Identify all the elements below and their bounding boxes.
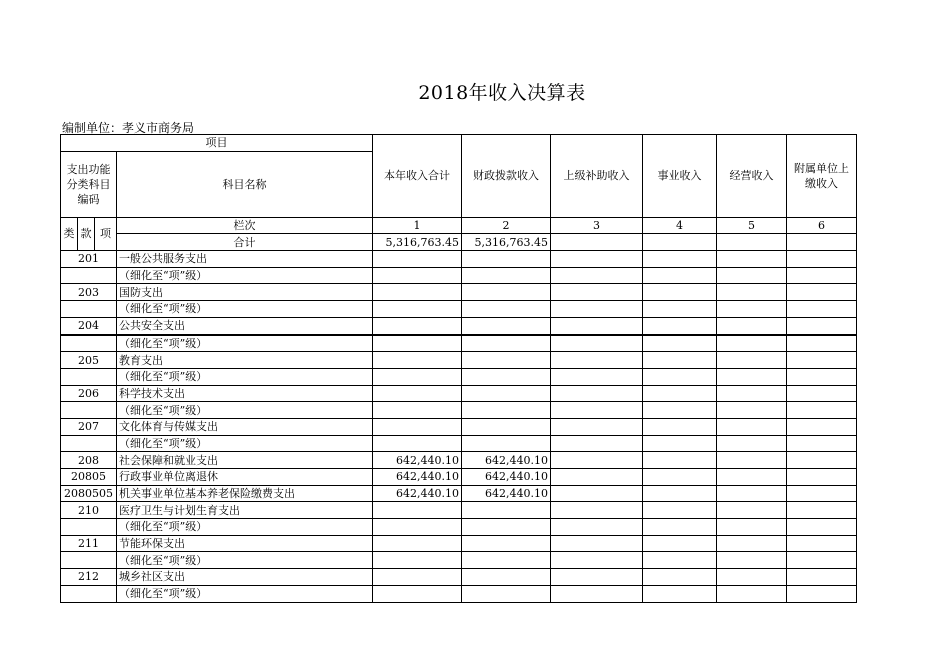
row-superior <box>551 385 643 402</box>
row-affiliate <box>787 352 857 369</box>
row-subject-name: （细化至“项”级） <box>117 585 373 602</box>
header-kuan: 款 <box>78 217 95 250</box>
row-subject-name: 节能环保支出 <box>117 535 373 552</box>
compiling-unit: 编制单位：孝义市商务局 <box>62 121 195 135</box>
header-lei: 类 <box>61 217 78 250</box>
row-business <box>643 535 717 552</box>
row-code: 206 <box>61 385 117 402</box>
row-affiliate <box>787 418 857 435</box>
table-row <box>61 469 857 486</box>
row-business <box>643 569 717 586</box>
table-row <box>61 368 857 385</box>
row-affiliate <box>787 301 857 318</box>
row-fiscal <box>462 301 551 318</box>
row-affiliate <box>787 317 857 334</box>
row-operating <box>717 469 787 486</box>
row-superior <box>551 402 643 419</box>
row-subject-name: 机关事业单位基本养老保险缴费支出 <box>117 485 373 502</box>
row-code <box>61 368 117 385</box>
row-code <box>61 552 117 569</box>
header-col-operating: 经营收入 <box>717 135 787 218</box>
row-affiliate <box>787 585 857 602</box>
row-subject-name: 教育支出 <box>117 352 373 369</box>
row-superior <box>551 418 643 435</box>
header-col-fiscal: 财政拨款收入 <box>462 135 551 218</box>
row-subject-name: （细化至“项”级） <box>117 301 373 318</box>
header-subject-name: 科目名称 <box>117 151 373 217</box>
row-business <box>643 585 717 602</box>
row-total <box>373 552 462 569</box>
row-code: 204 <box>61 317 117 334</box>
table-row <box>61 502 857 519</box>
row-superior <box>551 469 643 486</box>
col-num-6: 6 <box>787 217 857 234</box>
income-table <box>60 134 857 603</box>
table-row <box>61 352 857 369</box>
row-business <box>643 502 717 519</box>
row-code: 212 <box>61 569 117 586</box>
row-operating <box>717 452 787 469</box>
row-total <box>373 352 462 369</box>
row-operating <box>717 569 787 586</box>
row-superior <box>551 335 643 352</box>
row-fiscal <box>462 251 551 268</box>
row-operating <box>717 368 787 385</box>
row-code: 210 <box>61 502 117 519</box>
row-fiscal <box>462 502 551 519</box>
header-col-total: 本年收入合计 <box>373 135 462 218</box>
row-business <box>643 519 717 536</box>
row-operating <box>717 267 787 284</box>
row-fiscal <box>462 335 551 352</box>
row-total: 642,440.10 <box>373 452 462 469</box>
row-operating <box>717 552 787 569</box>
row-affiliate <box>787 385 857 402</box>
row-affiliate <box>787 469 857 486</box>
row-code <box>61 402 117 419</box>
row-code: 211 <box>61 535 117 552</box>
row-total: 642,440.10 <box>373 485 462 502</box>
row-code <box>61 267 117 284</box>
row-subject-name: 城乡社区支出 <box>117 569 373 586</box>
row-total <box>373 251 462 268</box>
row-operating <box>717 535 787 552</box>
row-total <box>373 368 462 385</box>
table-row <box>61 267 857 284</box>
row-operating <box>717 385 787 402</box>
row-affiliate <box>787 368 857 385</box>
row-code: 201 <box>61 251 117 268</box>
row-fiscal: 642,440.10 <box>462 485 551 502</box>
row-affiliate <box>787 335 857 352</box>
row-superior <box>551 535 643 552</box>
row-fiscal <box>462 402 551 419</box>
row-affiliate <box>787 251 857 268</box>
row-business <box>643 552 717 569</box>
row-business <box>643 452 717 469</box>
header-project: 项目 <box>61 135 373 152</box>
row-subject-name: 国防支出 <box>117 284 373 301</box>
table-row <box>61 435 857 452</box>
row-operating <box>717 402 787 419</box>
row-code: 203 <box>61 284 117 301</box>
row-total <box>373 569 462 586</box>
row-business <box>643 352 717 369</box>
row-subject-name: 一般公共服务支出 <box>117 251 373 268</box>
table-row <box>61 569 857 586</box>
table-row <box>61 251 857 268</box>
row-affiliate <box>787 435 857 452</box>
table-row <box>61 385 857 402</box>
row-fiscal <box>462 535 551 552</box>
row-affiliate <box>787 552 857 569</box>
row-fiscal <box>462 585 551 602</box>
row-fiscal <box>462 267 551 284</box>
row-subject-name: 科学技术支出 <box>117 385 373 402</box>
table-row <box>61 535 857 552</box>
row-superior <box>551 352 643 369</box>
row-code: 208 <box>61 452 117 469</box>
row-total <box>373 519 462 536</box>
row-operating <box>717 418 787 435</box>
row-code: 205 <box>61 352 117 369</box>
row-fiscal: 642,440.10 <box>462 452 551 469</box>
row-superior <box>551 585 643 602</box>
row-fiscal <box>462 385 551 402</box>
row-business <box>643 317 717 334</box>
row-fiscal <box>462 569 551 586</box>
row-business <box>643 301 717 318</box>
row-business <box>643 267 717 284</box>
row-total <box>373 435 462 452</box>
row-subject-name: 行政事业单位离退休 <box>117 469 373 486</box>
table-row <box>61 485 857 502</box>
row-fiscal <box>462 284 551 301</box>
row-fiscal <box>462 352 551 369</box>
col-num-4: 4 <box>643 217 717 234</box>
table-row <box>61 552 857 569</box>
row-total <box>373 335 462 352</box>
row-fiscal <box>462 552 551 569</box>
row-superior <box>551 284 643 301</box>
row-operating <box>717 251 787 268</box>
row-total <box>373 267 462 284</box>
total-value: 5,316,763.45 <box>373 234 462 251</box>
report-title: 2018年收入决算表 <box>418 82 586 104</box>
row-business <box>643 284 717 301</box>
row-superior <box>551 552 643 569</box>
header-func-code: 支出功能分类科目编码 <box>61 151 117 217</box>
row-business <box>643 368 717 385</box>
row-operating <box>717 301 787 318</box>
row-affiliate <box>787 502 857 519</box>
row-subject-name: （细化至“项”级） <box>117 267 373 284</box>
row-subject-name: 社会保障和就业支出 <box>117 452 373 469</box>
row-superior <box>551 485 643 502</box>
row-operating <box>717 284 787 301</box>
row-business <box>643 335 717 352</box>
row-code: 207 <box>61 418 117 435</box>
row-fiscal <box>462 368 551 385</box>
col-num-3: 3 <box>551 217 643 234</box>
total-business-value <box>643 234 717 251</box>
table-row <box>61 301 857 318</box>
col-num-5: 5 <box>717 217 787 234</box>
row-total <box>373 317 462 334</box>
total-superior-value <box>551 234 643 251</box>
row-superior <box>551 452 643 469</box>
row-operating <box>717 335 787 352</box>
row-business <box>643 402 717 419</box>
row-affiliate <box>787 535 857 552</box>
row-fiscal: 642,440.10 <box>462 469 551 486</box>
row-total <box>373 535 462 552</box>
row-superior <box>551 569 643 586</box>
row-total <box>373 284 462 301</box>
row-subject-name: （细化至“项”级） <box>117 552 373 569</box>
row-affiliate <box>787 485 857 502</box>
row-subject-name: （细化至“项”级） <box>117 435 373 452</box>
row-total <box>373 301 462 318</box>
row-affiliate <box>787 452 857 469</box>
row-total <box>373 585 462 602</box>
row-code: 20805 <box>61 469 117 486</box>
row-fiscal <box>462 435 551 452</box>
row-fiscal <box>462 519 551 536</box>
row-code <box>61 585 117 602</box>
row-business <box>643 418 717 435</box>
row-operating <box>717 585 787 602</box>
row-superior <box>551 519 643 536</box>
row-operating <box>717 317 787 334</box>
header-col-business: 事业收入 <box>643 135 717 218</box>
row-code <box>61 335 117 352</box>
row-subject-name: （细化至“项”级） <box>117 368 373 385</box>
row-affiliate <box>787 267 857 284</box>
row-subject-name: （细化至“项”级） <box>117 402 373 419</box>
row-code: 2080505 <box>61 485 117 502</box>
row-business <box>643 435 717 452</box>
row-superior <box>551 301 643 318</box>
row-subject-name: 医疗卫生与计划生育支出 <box>117 502 373 519</box>
row-operating <box>717 519 787 536</box>
header-lanci: 栏次 <box>117 217 373 234</box>
row-subject-name: 公共安全支出 <box>117 317 373 334</box>
row-affiliate <box>787 569 857 586</box>
row-code <box>61 435 117 452</box>
header-col-affiliate: 附属单位上缴收入 <box>787 135 857 218</box>
row-total <box>373 385 462 402</box>
row-total <box>373 418 462 435</box>
table-row <box>61 335 857 352</box>
row-affiliate <box>787 519 857 536</box>
row-business <box>643 251 717 268</box>
header-col-superior: 上级补助收入 <box>551 135 643 218</box>
header-xiang: 项 <box>95 217 117 250</box>
row-business <box>643 469 717 486</box>
table-row <box>61 284 857 301</box>
row-subject-name: 文化体育与传媒支出 <box>117 418 373 435</box>
row-operating <box>717 485 787 502</box>
row-superior <box>551 267 643 284</box>
row-operating <box>717 502 787 519</box>
row-business <box>643 485 717 502</box>
row-superior <box>551 435 643 452</box>
row-business <box>643 385 717 402</box>
row-total <box>373 402 462 419</box>
table-row <box>61 402 857 419</box>
table-row <box>61 418 857 435</box>
row-subject-name: （细化至“项”级） <box>117 519 373 536</box>
row-code <box>61 301 117 318</box>
row-total <box>373 502 462 519</box>
total-affiliate-value <box>787 234 857 251</box>
row-superior <box>551 368 643 385</box>
total-operating-value <box>717 234 787 251</box>
row-affiliate <box>787 284 857 301</box>
row-code <box>61 519 117 536</box>
row-superior <box>551 317 643 334</box>
row-operating <box>717 435 787 452</box>
table-row <box>61 317 857 334</box>
table-row <box>61 519 857 536</box>
row-subject-name: （细化至“项”级） <box>117 335 373 352</box>
row-operating <box>717 352 787 369</box>
total-label: 合计 <box>117 234 373 251</box>
row-fiscal <box>462 317 551 334</box>
table-row <box>61 585 857 602</box>
col-num-1: 1 <box>373 217 462 234</box>
col-num-2: 2 <box>462 217 551 234</box>
row-superior <box>551 251 643 268</box>
table-row <box>61 452 857 469</box>
row-total: 642,440.10 <box>373 469 462 486</box>
row-fiscal <box>462 418 551 435</box>
row-superior <box>551 502 643 519</box>
row-affiliate <box>787 402 857 419</box>
total-fiscal-value: 5,316,763.45 <box>462 234 551 251</box>
